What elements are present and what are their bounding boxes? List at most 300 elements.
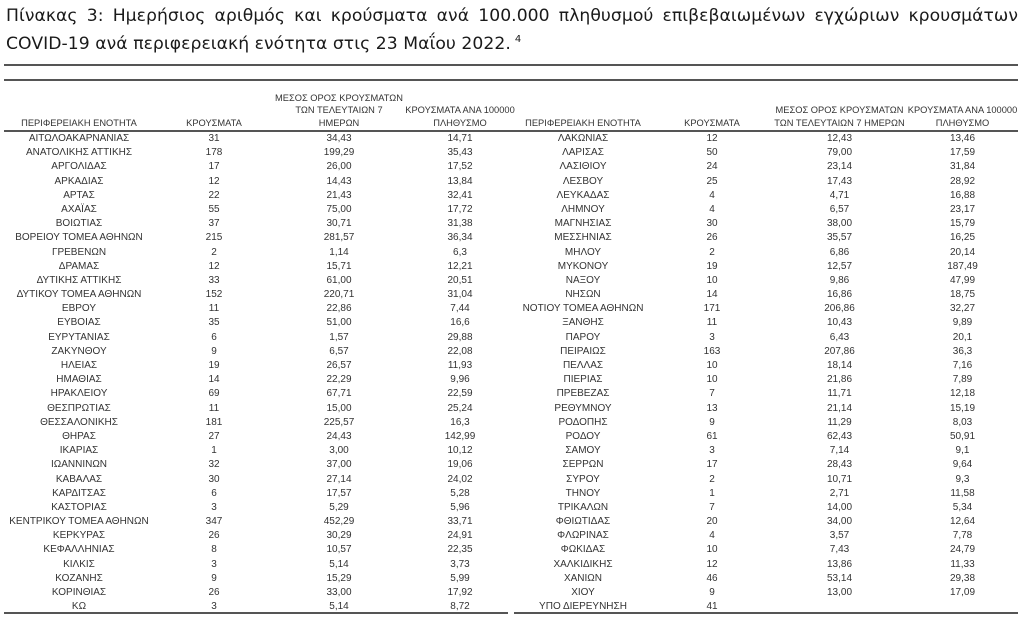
cell-per100k: 24,79 (949, 544, 976, 556)
cell-per100k: 17,52 (447, 161, 473, 173)
table-row (514, 402, 1018, 416)
cell-region: ΑΡΚΑΔΙΑΣ (54, 175, 104, 187)
cell-cases: 9 (211, 572, 217, 584)
cell-per100k: 9,1 (955, 445, 970, 457)
table-left-half (4, 86, 514, 614)
cell-per100k: 5,99 (450, 572, 470, 584)
cell-avg7: 53,14 (826, 572, 853, 584)
cell-avg7: 27,14 (326, 473, 352, 485)
cell-avg7: 14,43 (326, 175, 352, 187)
cell-cases: 31 (208, 133, 220, 144)
table-row (514, 543, 1018, 557)
table-row (4, 302, 514, 316)
cell-cases: 19 (706, 260, 718, 272)
cell-cases: 3 (211, 558, 217, 570)
cell-per100k: 14,71 (447, 133, 473, 144)
cell-avg7: 21,14 (826, 402, 853, 414)
cell-cases: 32 (208, 459, 220, 471)
table-row (514, 260, 1018, 274)
cell-per100k: 29,38 (949, 572, 976, 584)
cell-avg7: 12,57 (826, 260, 853, 272)
table-row (4, 416, 514, 430)
cell-cases: 1 (709, 487, 715, 499)
cell-cases: 46 (706, 572, 718, 584)
cell-region: ΡΕΘΥΜΝΟΥ (554, 402, 612, 414)
cell-region: ΚΑΡΔΙΤΣΑΣ (52, 487, 106, 499)
table-row (514, 231, 1018, 245)
table-row (4, 444, 514, 458)
cell-avg7: 34,00 (826, 516, 853, 528)
table-row (4, 558, 514, 572)
table-row (514, 217, 1018, 231)
cell-region: ΦΛΩΡΙΝΑΣ (557, 530, 609, 542)
cell-per100k: 50,91 (949, 430, 976, 442)
cell-region: ΚΙΛΚΙΣ (63, 558, 95, 570)
table-row (514, 515, 1018, 529)
cell-region: ΒΟΡΕΙΟΥ ΤΟΜΕΑ ΑΘΗΝΩΝ (15, 232, 143, 244)
table-row (4, 260, 514, 274)
cell-per100k: 29,88 (447, 331, 473, 343)
cell-per100k: 9,3 (955, 473, 970, 485)
cell-per100k: 12,21 (447, 260, 473, 272)
cell-region: ΛΑΣΙΘΙΟΥ (559, 161, 607, 173)
cell-per100k: 36,3 (952, 345, 973, 357)
cell-per100k: 32,27 (949, 303, 976, 315)
cell-region: ΒΟΙΩΤΙΑΣ (55, 218, 103, 230)
cell-avg7: 11,71 (827, 388, 852, 400)
cell-avg7: 10,71 (826, 473, 853, 485)
cell-avg7: 4,71 (829, 189, 850, 201)
table-row (4, 160, 514, 174)
cell-region: ΚΟΖΑΝΗΣ (55, 572, 103, 584)
cell-cases: 26 (208, 530, 220, 542)
table-row (4, 274, 514, 288)
cell-cases: 2 (709, 246, 715, 258)
cell-cases: 2 (709, 473, 715, 485)
cell-region: ΧΙΟΥ (571, 587, 595, 598)
cell-region: ΙΚΑΡΙΑΣ (59, 445, 99, 457)
table-row (4, 217, 514, 231)
cell-avg7: 15,29 (326, 572, 352, 584)
table-row (4, 231, 514, 245)
cell-per100k: 16,3 (450, 416, 470, 428)
cell-per100k: 11,93 (447, 360, 473, 371)
table-row (4, 316, 514, 330)
cell-cases: 12 (208, 260, 220, 272)
cell-region: ΙΩΑΝΝΙΝΩΝ (50, 459, 108, 471)
cell-cases: 50 (706, 147, 718, 159)
cell-per100k: 15,19 (949, 402, 976, 414)
table-row (4, 345, 514, 359)
table-row (514, 302, 1018, 316)
bottom-rule-left (4, 612, 508, 614)
cell-avg7: 6,57 (329, 345, 349, 357)
cell-region: ΞΑΝΘΗΣ (562, 317, 604, 329)
cell-avg7: 33,00 (326, 587, 352, 598)
cell-region: ΘΕΣΠΡΩΤΙΑΣ (47, 402, 111, 414)
cell-region: ΣΕΡΡΩΝ (562, 459, 604, 471)
table-row (4, 458, 514, 472)
cell-per100k: 20,51 (447, 274, 473, 286)
cell-cases: 178 (205, 147, 223, 159)
cell-cases: 17 (706, 459, 718, 471)
table-row (514, 458, 1018, 472)
cell-region: ΕΥΒΟΙΑΣ (57, 317, 101, 329)
table-row (514, 132, 1018, 146)
table-row (4, 529, 514, 543)
cell-cases: 35 (208, 317, 220, 329)
cell-per100k: 24,91 (447, 530, 473, 542)
table-row (514, 288, 1018, 302)
cell-avg7: 34,43 (326, 133, 352, 144)
cell-per100k: 7,44 (450, 303, 470, 315)
cell-per100k: 5,34 (952, 501, 973, 513)
cell-per100k: 187,49 (947, 260, 978, 272)
cell-region: ΚΑΒΑΛΑΣ (55, 473, 103, 485)
cell-per100k: 17,09 (949, 587, 976, 598)
cell-region: ΛΗΜΝΟΥ (561, 203, 605, 215)
cell-cases: 69 (208, 388, 220, 400)
cell-region: ΚΑΣΤΟΡΙΑΣ (51, 501, 107, 513)
cell-per100k: 11,58 (950, 487, 975, 499)
cell-avg7: 18,14 (826, 360, 853, 371)
table-row (514, 473, 1018, 487)
table-row (514, 430, 1018, 444)
table-row (514, 189, 1018, 203)
top-rule (4, 64, 1018, 66)
table-row (4, 373, 514, 387)
cell-region: ΖΑΚΥΝΘΟΥ (51, 345, 107, 357)
table-row (4, 430, 514, 444)
header-cases: ΚΡΟΥΣΜΑΤΑ (186, 117, 242, 128)
cell-region: ΤΡΙΚΑΛΩΝ (557, 501, 609, 513)
cell-region: ΤΗΝΟΥ (565, 487, 601, 499)
cell-cases: 181 (205, 416, 223, 428)
cell-per100k: 25,24 (447, 402, 473, 414)
cell-per100k: 17,92 (447, 587, 473, 598)
cell-per100k: 17,59 (949, 147, 976, 159)
table-row (514, 160, 1018, 174)
cell-per100k: 13,84 (447, 175, 473, 187)
cell-avg7: 62,43 (826, 430, 853, 442)
cell-per100k: 6,3 (453, 246, 467, 258)
cell-cases: 10 (706, 274, 718, 286)
cell-avg7: 21,86 (826, 374, 853, 386)
caption-line-1: Πίνακας 3: Ημερήσιος αριθμός και κρούσματα ανά 100.000 πληθυσμού επιβεβαιωμένων εγχώριων κρουσμάτων (6, 6, 1018, 26)
table-row (514, 387, 1018, 401)
cell-cases: 11 (208, 303, 220, 315)
cell-region: ΕΒΡΟΥ (61, 303, 97, 315)
table-row (4, 246, 514, 260)
cell-per100k: 22,08 (447, 345, 473, 357)
cell-cases: 20 (706, 516, 718, 528)
cell-cases: 12 (706, 133, 718, 144)
cell-avg7: 22,86 (326, 303, 352, 315)
caption-line-2: COVID-19 ανά περιφερειακή ενότητα στις 23 Μαΐου 2022. (6, 34, 511, 54)
cell-cases: 14 (208, 374, 220, 386)
cell-avg7: 9,86 (829, 274, 850, 286)
cell-per100k: 8,72 (450, 601, 470, 613)
table-body-left (4, 132, 514, 614)
cell-cases: 14 (706, 289, 718, 301)
cell-avg7: 24,43 (326, 430, 352, 442)
cell-per100k: 10,12 (447, 445, 473, 457)
cell-avg7: 1,14 (329, 246, 349, 258)
table-row (4, 515, 514, 529)
cell-per100k: 22,59 (447, 388, 473, 400)
cell-avg7: 452,29 (323, 516, 355, 528)
cell-cases: 10 (706, 544, 718, 556)
cell-per100k: 8,03 (952, 416, 973, 428)
cell-per100k: 47,99 (949, 274, 976, 286)
cell-cases: 3 (709, 445, 715, 457)
header-avg7: ΜΕΣΟΣ ΟΡΟΣ ΚΡΟΥΣΜΑΤΩΝ ΤΩΝ ΤΕΛΕΥΤΑΙΩΝ 7 ΗΜΕΡΩΝ (774, 105, 905, 128)
table-row (514, 345, 1018, 359)
cell-cases: 6 (211, 331, 217, 343)
header-avg7: ΜΕΣΟΣ ΟΡΟΣ ΚΡΟΥΣΜΑΤΩΝ ΤΩΝ ΤΕΛΕΥΤΑΙΩΝ 7 ΗΜΕΡΩΝ (275, 92, 403, 128)
table-row (514, 586, 1018, 600)
cell-region: ΗΜΑΘΙΑΣ (56, 374, 102, 386)
cell-avg7: 281,57 (323, 232, 355, 244)
cell-cases: 171 (703, 303, 721, 315)
cell-cases: 3 (211, 601, 217, 613)
cell-region: ΔΡΑΜΑΣ (58, 260, 100, 272)
cell-cases: 4 (709, 530, 715, 542)
cell-per100k: 15,79 (949, 218, 976, 230)
cell-per100k: 11,33 (950, 558, 975, 570)
table-row (4, 288, 514, 302)
cell-cases: 3 (709, 331, 715, 343)
cell-per100k: 16,6 (450, 317, 470, 329)
cell-per100k: 24,02 (447, 473, 473, 485)
footnote-marker: 4 (514, 34, 522, 45)
cell-cases: 25 (706, 175, 718, 187)
cell-avg7: 26,00 (326, 161, 352, 173)
cell-cases: 41 (706, 601, 718, 613)
cell-per100k: 9,89 (952, 317, 973, 329)
header-region: ΠΕΡΙΦΕΡΕΙΑΚΗ ΕΝΟΤΗΤΑ (21, 117, 137, 128)
cell-avg7: 28,43 (826, 459, 853, 471)
table-row (4, 387, 514, 401)
cell-per100k: 19,06 (447, 459, 473, 471)
cell-per100k: 7,78 (952, 530, 973, 542)
cell-region: ΠΕΙΡΑΙΩΣ (560, 345, 606, 357)
header-per100k: ΚΡΟΥΣΜΑΤΑ ΑΝΑ 100000 ΠΛΗΘΥΣΜΟ (405, 105, 515, 128)
table-row (514, 359, 1018, 373)
cell-per100k: 5,28 (450, 487, 470, 499)
cell-avg7: 17,43 (826, 175, 853, 187)
cell-avg7: 15,71 (326, 260, 352, 272)
cell-cases: 11 (208, 402, 220, 414)
cell-per100k: 5,96 (450, 501, 470, 513)
bottom-rule-right (514, 612, 1018, 614)
cell-region: ΚΕΝΤΡΙΚΟΥ ΤΟΜΕΑ ΑΘΗΝΩΝ (9, 516, 149, 528)
table-row (514, 373, 1018, 387)
cell-cases: 3 (211, 501, 217, 513)
cell-avg7: 5,14 (329, 558, 349, 570)
cell-region: ΚΟΡΙΝΘΙΑΣ (51, 587, 107, 598)
cell-avg7: 16,86 (826, 289, 853, 301)
cell-cases: 26 (208, 587, 220, 598)
cell-avg7: 38,00 (826, 218, 853, 230)
cell-per100k: 13,46 (949, 133, 976, 144)
cell-per100k: 36,34 (447, 232, 473, 244)
cell-region: ΗΡΑΚΛΕΙΟΥ (50, 388, 108, 400)
cell-region: ΗΛΕΙΑΣ (60, 360, 98, 371)
cell-region: ΡΟΔΟΥ (565, 430, 601, 442)
cell-cases: 9 (709, 587, 715, 598)
table-row (4, 359, 514, 373)
cell-per100k: 9,64 (952, 459, 973, 471)
cell-cases: 33 (208, 274, 220, 286)
cell-avg7: 7,43 (829, 544, 850, 556)
table-row (514, 331, 1018, 345)
cell-cases: 10 (706, 360, 718, 371)
cell-per100k: 16,88 (949, 189, 976, 201)
cell-region: ΘΕΣΣΑΛΟΝΙΚΗΣ (40, 416, 118, 428)
cell-avg7: 5,14 (329, 601, 349, 613)
table-row (514, 316, 1018, 330)
table-row (514, 444, 1018, 458)
table-row (514, 487, 1018, 501)
cell-region: ΓΡΕΒΕΝΩΝ (51, 246, 107, 258)
cell-avg7: 5,29 (329, 501, 349, 513)
cell-cases: 7 (709, 501, 715, 513)
cell-cases: 4 (709, 203, 715, 215)
cell-region: ΦΩΚΙΔΑΣ (560, 544, 606, 556)
cell-region: ΦΘΙΩΤΙΔΑΣ (555, 516, 611, 528)
cell-cases: 19 (208, 360, 220, 371)
cell-per100k: 7,89 (952, 374, 973, 386)
cell-cases: 26 (706, 232, 718, 244)
cell-avg7: 3,57 (829, 530, 850, 542)
cell-per100k: 28,92 (949, 175, 976, 187)
cell-cases: 37 (208, 218, 220, 230)
cell-region: ΑΙΤΩΛΟΑΚΑΡΝΑΝΙΑΣ (28, 133, 130, 144)
cell-per100k: 17,72 (447, 203, 473, 215)
header-per100k: ΚΡΟΥΣΜΑΤΑ ΑΝΑ 100000 ΠΛΗΘΥΣΜΟ (907, 105, 1018, 128)
cell-avg7: 12,43 (826, 133, 853, 144)
cell-cases: 2 (211, 246, 217, 258)
cell-avg7: 225,57 (323, 416, 355, 428)
cell-region: ΔΥΤΙΚΗΣ ΑΤΤΙΚΗΣ (36, 274, 122, 286)
cell-avg7: 6,86 (829, 246, 850, 258)
table-row (4, 572, 514, 586)
table-row (514, 501, 1018, 515)
cell-region: ΑΡΓΟΛΙΔΑΣ (51, 161, 107, 173)
second-rule (4, 79, 1018, 81)
cell-cases: 13 (706, 402, 718, 414)
cell-cases: 17 (208, 161, 220, 173)
cell-per100k: 7,16 (952, 360, 973, 371)
cell-avg7: 35,57 (826, 232, 853, 244)
table-row (514, 246, 1018, 260)
cell-region: ΧΑΝΙΩΝ (563, 572, 603, 584)
cell-cases: 4 (709, 189, 715, 201)
cell-avg7: 2,71 (829, 487, 850, 499)
table-row (4, 501, 514, 515)
cell-avg7: 79,00 (826, 147, 853, 159)
cell-avg7: 14,00 (826, 501, 853, 513)
cell-region: ΚΕΦΑΛΛΗΝΙΑΣ (43, 544, 115, 556)
cell-cases: 30 (706, 218, 718, 230)
cell-per100k: 12,18 (949, 388, 976, 400)
cell-avg7: 26,57 (326, 360, 352, 371)
cell-avg7: 13,00 (826, 587, 853, 598)
cell-region: ΑΝΑΤΟΛΙΚΗΣ ΑΤΤΙΚΗΣ (25, 147, 133, 159)
table-caption (6, 4, 1018, 56)
cell-avg7: 6,57 (829, 203, 850, 215)
cell-region: ΝΗΣΩΝ (565, 289, 601, 301)
table-row (4, 203, 514, 217)
cell-per100k: 32,41 (447, 189, 473, 201)
table-row (4, 132, 514, 146)
cell-per100k: 31,84 (949, 161, 976, 173)
cell-avg7: 23,14 (826, 161, 853, 173)
cell-avg7: 13,86 (826, 558, 853, 570)
cell-avg7: 17,57 (326, 487, 352, 499)
cell-region: ΜΕΣΣΗΝΙΑΣ (554, 232, 612, 244)
cell-region: ΚΕΡΚΥΡΑΣ (52, 530, 106, 542)
cell-cases: 22 (208, 189, 220, 201)
table-row (4, 331, 514, 345)
cell-cases: 9 (211, 345, 217, 357)
cell-avg7: 21,43 (326, 189, 352, 201)
cell-cases: 8 (211, 544, 217, 556)
header-cases: ΚΡΟΥΣΜΑΤΑ (684, 117, 740, 128)
table-header-left (4, 86, 514, 132)
table-row (514, 572, 1018, 586)
cell-cases: 163 (703, 345, 721, 357)
cell-per100k: 142,99 (444, 430, 476, 442)
cell-cases: 7 (709, 388, 715, 400)
cell-cases: 152 (205, 289, 223, 301)
table-right-half (514, 86, 1018, 614)
cell-per100k: 9,96 (450, 374, 470, 386)
cell-cases: 12 (706, 558, 718, 570)
cell-cases: 61 (706, 430, 718, 442)
table-row (4, 473, 514, 487)
cell-avg7: 15,00 (326, 402, 352, 414)
cell-region: ΝΟΤΙΟΥ ΤΟΜΕΑ ΑΘΗΝΩΝ (522, 303, 644, 315)
cell-cases: 9 (709, 416, 715, 428)
cell-region: ΣΥΡΟΥ (566, 473, 600, 485)
cell-avg7: 207,86 (824, 345, 855, 357)
header-region: ΠΕΡΙΦΕΡΕΙΑΚΗ ΕΝΟΤΗΤΑ (525, 117, 641, 128)
cell-region: ΑΧΑΪΑΣ (61, 203, 97, 215)
cell-cases: 347 (205, 516, 223, 528)
cell-region: ΕΥΡΥΤΑΝΙΑΣ (48, 331, 110, 343)
table-row (514, 529, 1018, 543)
cell-cases: 6 (211, 487, 217, 499)
cell-region: ΚΩ (71, 601, 87, 613)
table-row (4, 543, 514, 557)
cell-cases: 55 (208, 203, 220, 215)
table-row (514, 175, 1018, 189)
cell-per100k: 31,04 (447, 289, 473, 301)
cell-region: ΝΑΞΟΥ (565, 274, 601, 286)
cell-region: ΡΟΔΟΠΗΣ (558, 416, 608, 428)
cell-avg7: 37,00 (326, 459, 352, 471)
cell-avg7: 61,00 (326, 274, 352, 286)
cell-cases: 24 (706, 161, 718, 173)
table-header-right (514, 86, 1018, 132)
cell-avg7: 75,00 (326, 203, 352, 215)
cell-cases: 1 (211, 445, 217, 457)
cell-avg7: 220,71 (323, 289, 355, 301)
table-row (514, 203, 1018, 217)
cell-per100k: 33,71 (447, 516, 473, 528)
